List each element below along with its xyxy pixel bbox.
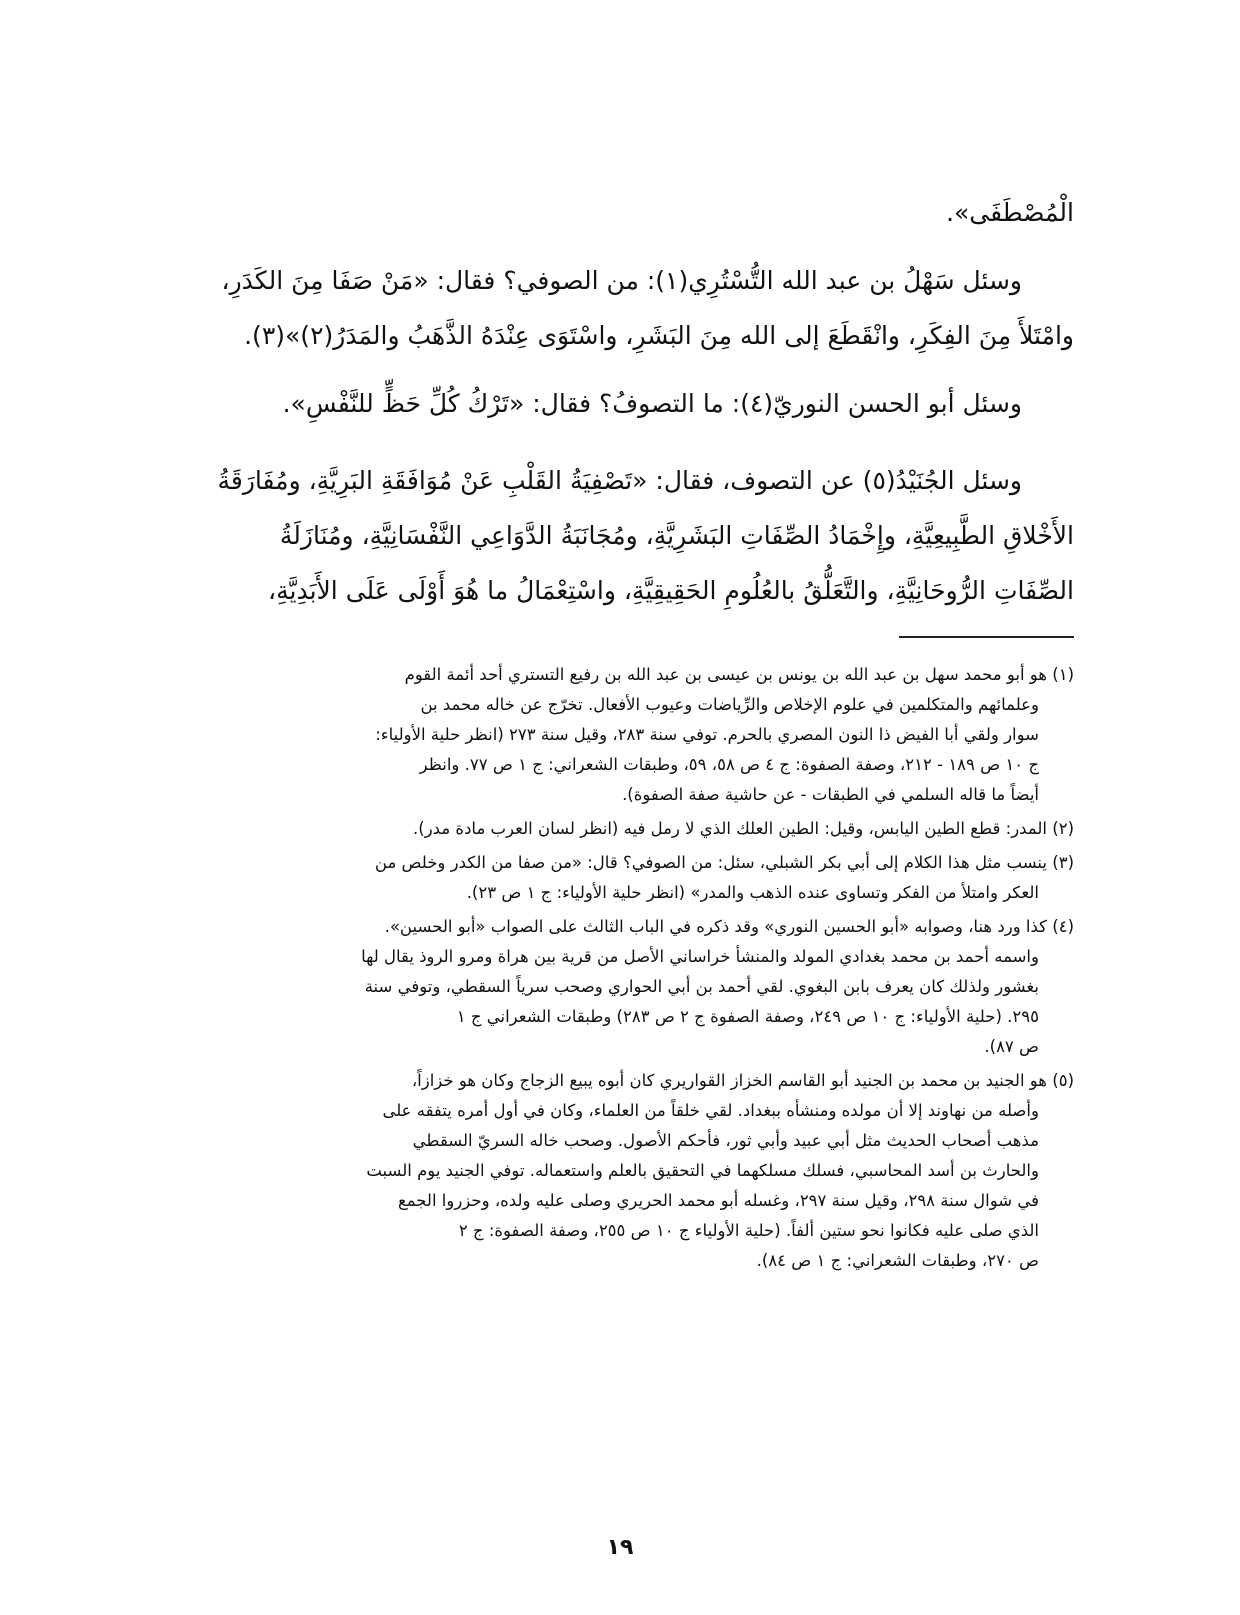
footnote-line: أيضاً ما قاله السلمي في الطبقات - عن حاشية صفة الصفوة). (622, 785, 1039, 804)
footnote-5 (150, 1066, 1074, 1276)
footnote-line: سوار ولقي أبا الفيض ذا النون المصري بالحرم. توفي سنة ٢٨٣، وقيل سنة ٢٧٣ (انظر حلية الأولياء: (375, 725, 1039, 744)
footnote-line: (٤) كذا ورد هنا، وصوابه «أبو الحسين النوري» وقد ذكره في الباب الثالث على الصواب «أبو الحسين». (384, 917, 1074, 936)
footnote-line: والحارث بن أسد المحاسبي، فسلك مسلكهما في التحقيق بالعلم واستعماله. توفي الجنيد يوم السبت (366, 1161, 1039, 1180)
footnote-line: (٣) ينسب مثل هذا الكلام إلى أبي بكر الشبلي، سئل: من الصوفي؟ قال: «من صفا من الكدر وخلص من (374, 853, 1074, 872)
footnote-line: بغشور ولذلك كان يعرف بابن البغوي. لقي أحمد بن أبي الحواري وصحب سرياً السقطي، وتوفي سنة (364, 977, 1039, 996)
page-number: ١٩ (606, 1535, 634, 1560)
footnote-line: (١) هو أبو محمد سهل بن عبد الله بن يونس بن عيسى بن عبد الله بن رفيع التستري أحد أئمة القوم (404, 665, 1074, 684)
main-line: الصِّفَاتِ الرُّوحَانِيَّةِ، والتَّعَلُّقُ بالعُلُومِ الحَقِيقِيَّةِ، واسْتِعْمَالُ ما هُوَ أَوْلَى عَلَى الأَبَدِيَّةِ، (268, 576, 1074, 605)
footnote-line: الذي صلى عليه فكانوا نحو ستين ألفاً. (حلية الأولياء ج ١٠ ص ٢٥٥، وصفة الصفوة: ج ٢ (458, 1221, 1039, 1240)
footnote-line: وأصله من نهاوند إلا أن مولده ومنشأه ببغداد. لقي خلقاً من العلماء، وكان في أول أمره يتفقه على (382, 1101, 1039, 1120)
footnote-separator (899, 636, 1074, 638)
footnote-1 (150, 660, 1074, 810)
footnote-line: العكر وامتلأ من الفكر وتساوى عنده الذهب والمدر» (انظر حلية الأولياء: ج ١ ص ٢٣). (466, 883, 1039, 902)
main-line: الْمُصْطَفَى». (946, 198, 1074, 227)
main-text (168, 185, 1074, 618)
footnote-line: ص ٢٧٠، وطبقات الشعراني: ج ١ ص ٨٤). (756, 1251, 1039, 1270)
footnote-line: ص ٨٧). (984, 1037, 1039, 1056)
paragraph-gap (168, 431, 1074, 453)
footnote-line: (٥) هو الجنيد بن محمد بن الجنيد أبو القاسم الخزاز القواريري كان أبوه يبيع الزجاج وكان هو خزازاً، (411, 1071, 1074, 1090)
footnote-4 (150, 912, 1074, 1062)
footnote-line: وعلمائهم والمتكلمين في علوم الإخلاص والرِّياضات وعيوب الأفعال. تخرّج عن خاله محمد بن (420, 695, 1039, 714)
footnote-line: ٢٩٥. (حلية الأولياء: ج ١٠ ص ٢٤٩، وصفة الصفوة ج ٢ ص ٢٨٣) وطبقات الشعراني ج ١ (456, 1007, 1039, 1026)
footnote-3 (150, 848, 1074, 908)
footnote-line: (٢) المدر: قطع الطين اليابس، وقيل: الطين العلك الذي لا رمل فيه (انظر لسان العرب مادة مدر). (413, 819, 1074, 838)
main-line: الأَخْلاقِ الطَّبِيعِيَّةِ، وإِخْمَادُ الصِّفَاتِ البَشَرِيَّةِ، ومُجَانَبَةُ الدَّوَاعِي النَّفْسَانِيَّةِ، ومُنَازَلَةُ (279, 521, 1074, 550)
footnotes (150, 660, 1074, 1280)
main-line: وسئل سَهْلُ بن عبد الله التُّسْتُرِي(١): من الصوفي؟ فقال: «مَنْ صَفَا مِنَ الكَدَرِ، (221, 266, 1022, 295)
paragraph-gap (168, 363, 1074, 376)
footnote-line: ج ١٠ ص ١٨٩ - ٢١٢، وصفة الصفوة: ج ٤ ص ٥٨، ٥٩، وطبقات الشعراني: ج ١ ص ٧٧. وانظر (419, 755, 1039, 774)
footnote-line: في شوال سنة ٢٩٨، وقيل سنة ٢٩٧، وغسله أبو محمد الحريري وصلى عليه ولده، وحزروا الجمع (397, 1191, 1039, 1210)
footnote-line: واسمه أحمد بن محمد بغدادي المولد والمنشأ خراساني الأصل من قرية بين هراة ومرو الروذ يقال لها (361, 947, 1039, 966)
footnote-2 (150, 814, 1074, 844)
main-line: وامْتَلأَ مِنَ الفِكَرِ، وانْقَطَعَ إلى الله مِنَ البَشَرِ، واسْتَوَى عِنْدَهُ الذَّهَبُ والمَدَرُ(٢)»(٣). (244, 321, 1074, 350)
main-line: وسئل أبو الحسن النوريّ(٤): ما التصوفُ؟ فقال: «تَرْكُ كُلِّ حَظٍّ للنَّفْسِ». (282, 389, 1022, 418)
footnote-line: مذهب أصحاب الحديث مثل أبي عبيد وأبي ثور، فأحكم الأصول. وصحب خاله السريّ السقطي (412, 1131, 1039, 1150)
paragraph-gap (168, 240, 1074, 253)
main-line: وسئل الجُنَيْدُ(٥) عن التصوف، فقال: «تَصْفِيَةُ القَلْبِ عَنْ مُوَافَقَةِ البَرِيَّةِ، ومُفَارَقَةُ (217, 466, 1022, 495)
